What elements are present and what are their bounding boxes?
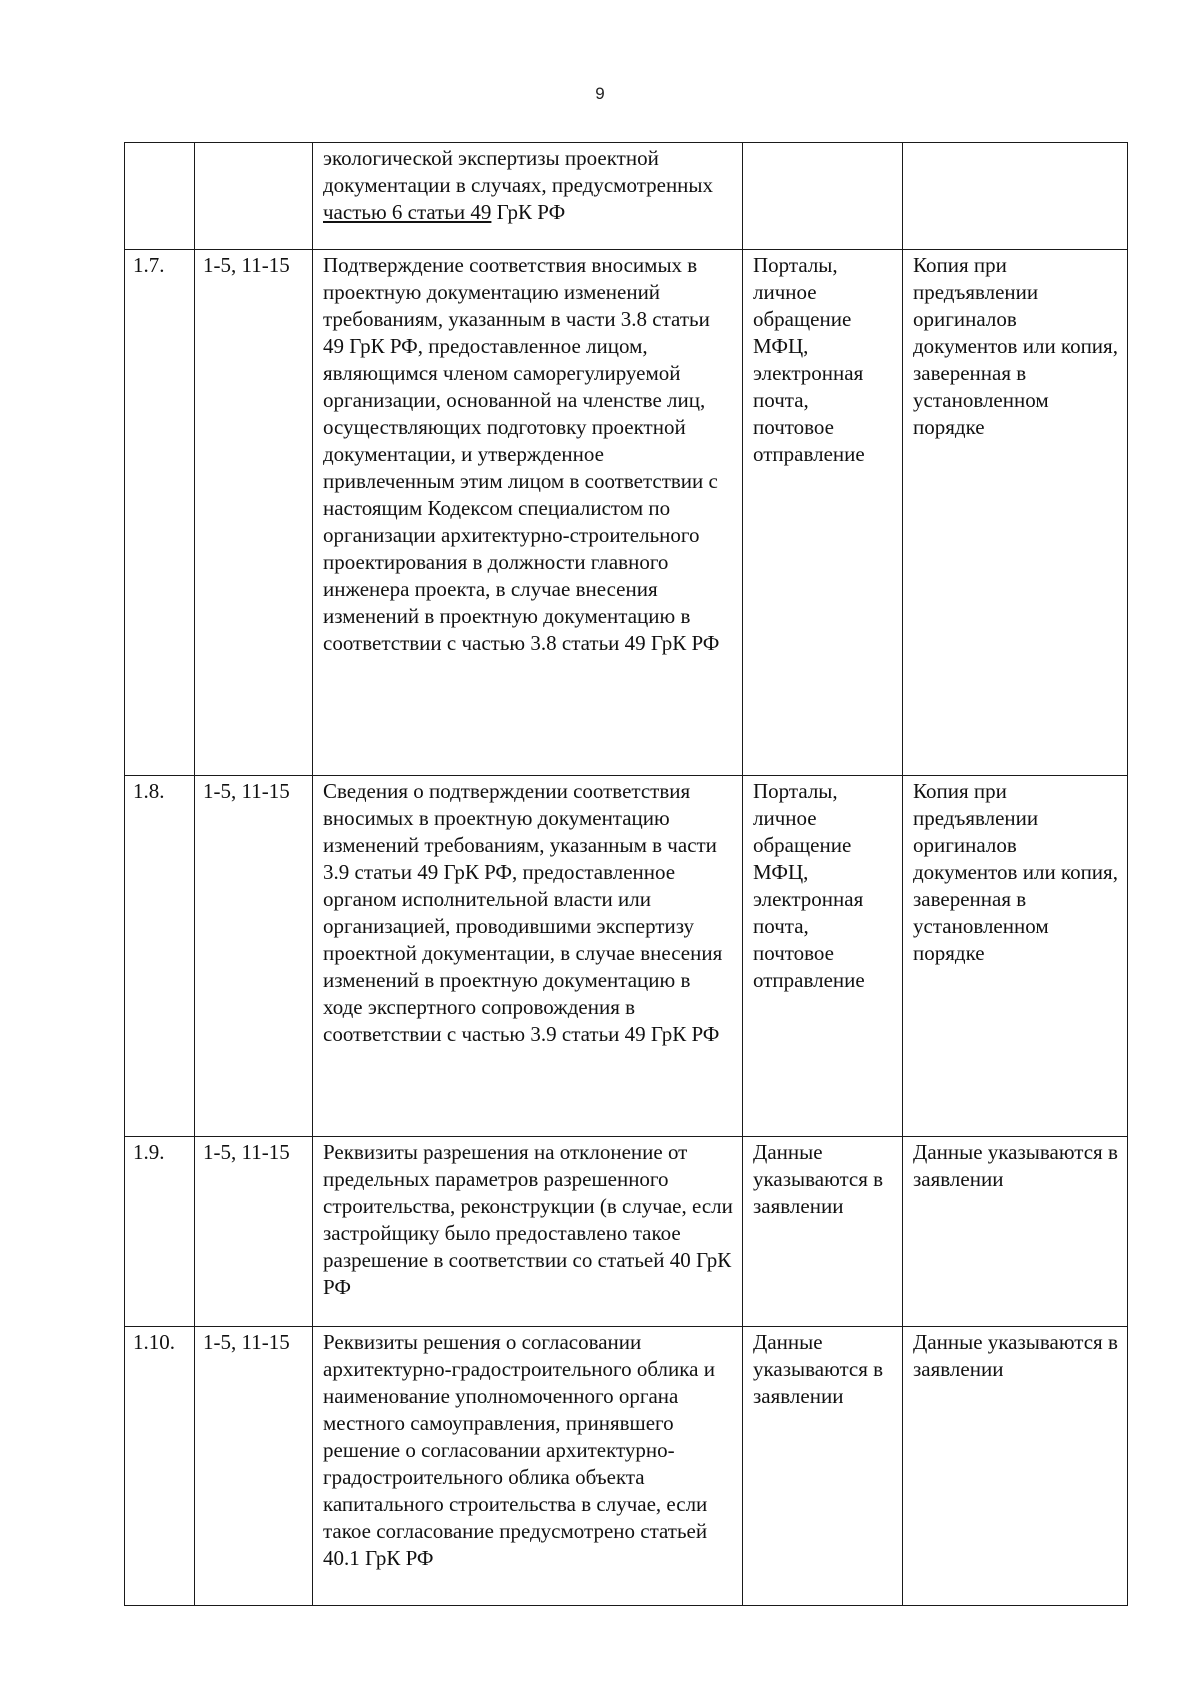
page-number: 9 xyxy=(595,84,605,103)
row-description-cell: Сведения о подтверждении соответствия вносимых в проектную документацию изменений требованиям, указанным в части 3.9 статьи 49 ГрК РФ, предоставленное органом исполнительной власти или организацией, проводившими экспертизу проектной документации, в случае внесения изменений в проектную документацию в ходе экспертного сопровождения в соответствии с частью 3.9 статьи 49 ГрК РФ xyxy=(313,776,743,1137)
description-text-tail: ГрК РФ xyxy=(491,200,566,224)
row-description-cell xyxy=(313,143,743,250)
row-number-cell xyxy=(125,143,195,250)
row-method-cell: Данные указываются в заявлении xyxy=(743,1137,903,1327)
row-form-cell: Копия при предъявлении оригиналов документов или копия, заверенная в установленном порядке xyxy=(903,776,1128,1137)
row-description-cell: Реквизиты разрешения на отклонение от предельных параметров разрешенного строительства, реконструкции (в случае, если застройщику было предоставлено такое разрешение в соответствии со статьей 40 ГрК РФ xyxy=(313,1137,743,1327)
table-row xyxy=(125,1327,1128,1606)
row-stage-cell xyxy=(195,143,313,250)
row-stage-cell: 1-5, 11-15 xyxy=(195,776,313,1137)
table-row xyxy=(125,250,1128,776)
row-method-cell: Порталы, личное обращение МФЦ, электронная почта, почтовое отправление xyxy=(743,250,903,776)
law-reference-link[interactable]: частью 6 статьи 49 xyxy=(323,200,492,224)
row-stage-cell: 1-5, 11-15 xyxy=(195,1327,313,1606)
row-method-cell: Данные указываются в заявлении xyxy=(743,1327,903,1606)
row-form-cell xyxy=(903,143,1128,250)
row-method-cell: Порталы, личное обращение МФЦ, электронная почта, почтовое отправление xyxy=(743,776,903,1137)
documents-table xyxy=(124,142,1128,1606)
row-number-cell: 1.9. xyxy=(125,1137,195,1327)
table-row xyxy=(125,776,1128,1137)
table-row xyxy=(125,1137,1128,1327)
table-row-continuation xyxy=(125,143,1128,250)
row-description-cell: Подтверждение соответствия вносимых в проектную документацию изменений требованиям, указанным в части 3.8 статьи 49 ГрК РФ, предоставленное лицом, являющимся членом саморегулируемой организации, основанной на членстве лиц, осуществляющих подготовку проектной документации, и утвержденное привлеченным этим лицом в соответствии с настоящим Кодексом специалистом по организации архитектурно-строительного проектирования в должности главного инженера проекта, в случае внесения изменений в проектную документацию в соответствии с частью 3.8 статьи 49 ГрК РФ xyxy=(313,250,743,776)
row-number-cell: 1.10. xyxy=(125,1327,195,1606)
row-method-cell xyxy=(743,143,903,250)
row-form-cell: Данные указываются в заявлении xyxy=(903,1327,1128,1606)
row-form-cell: Копия при предъявлении оригиналов документов или копия, заверенная в установленном порядке xyxy=(903,250,1128,776)
row-number-cell: 1.8. xyxy=(125,776,195,1137)
row-stage-cell: 1-5, 11-15 xyxy=(195,1137,313,1327)
row-number-cell: 1.7. xyxy=(125,250,195,776)
description-text: экологической экспертизы проектной документации в случаях, предусмотренных xyxy=(323,146,714,197)
row-form-cell: Данные указываются в заявлении xyxy=(903,1137,1128,1327)
row-description-cell: Реквизиты решения о согласовании архитектурно-градостроительного облика и наименование уполномоченного органа местного самоуправления, принявшего решение о согласовании архитектурно-градостроительного облика объекта капитального строительства в случае, если такое согласование предусмотрено статьей 40.1 ГрК РФ xyxy=(313,1327,743,1606)
row-stage-cell: 1-5, 11-15 xyxy=(195,250,313,776)
